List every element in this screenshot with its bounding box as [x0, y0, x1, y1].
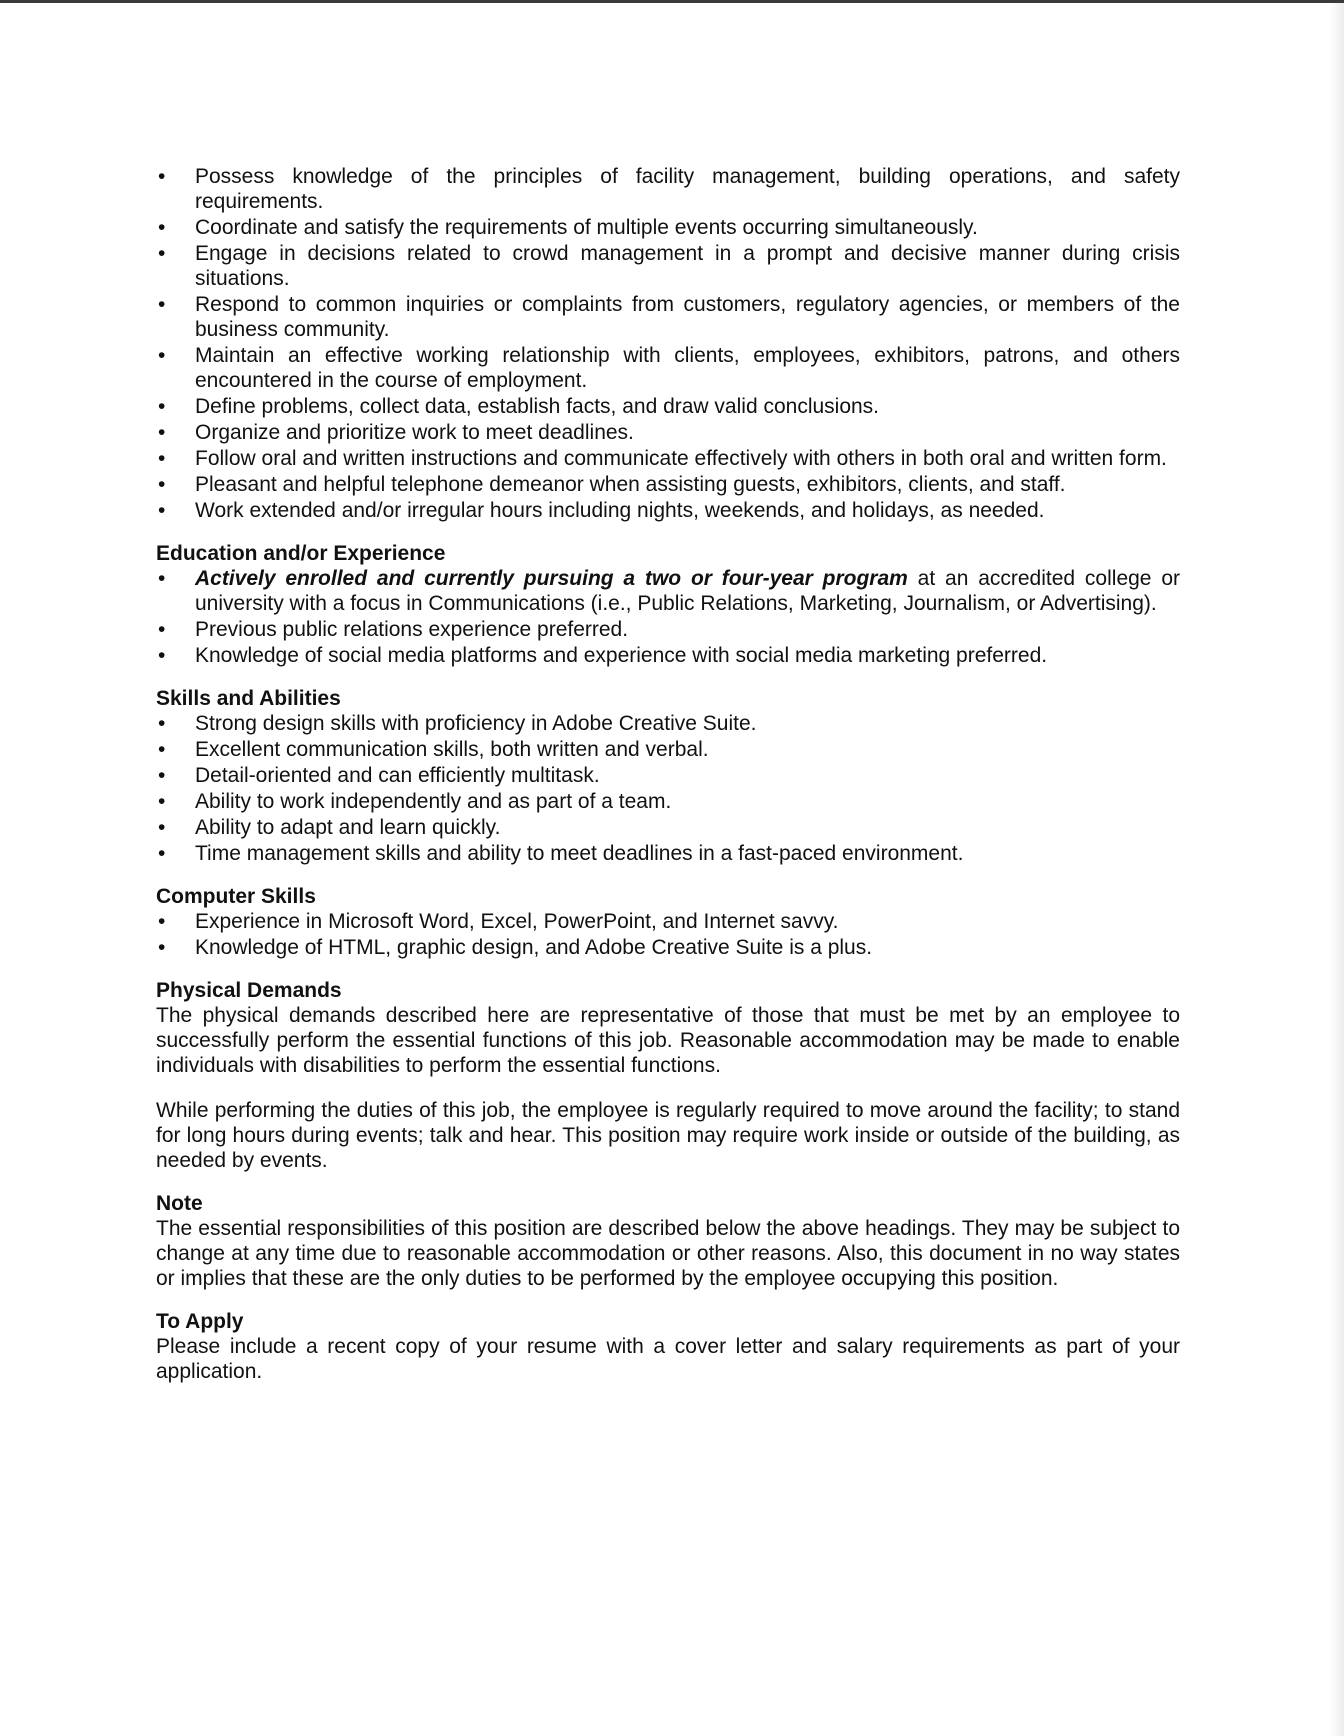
list-item: • Pleasant and helpful telephone demeanor when assisting guests, exhibitors, clients, and staff. [158, 473, 1066, 496]
window-top-border [0, 0, 1344, 3]
list-item: • Knowledge of social media platforms and experience with social media marketing preferred. [158, 644, 1048, 667]
physical-demands-section [156, 978, 1180, 1173]
list-item: • Knowledge of HTML, graphic design, and Adobe Creative Suite is a plus. [158, 936, 873, 959]
bullet-icon: • [158, 473, 166, 496]
list-item: • Time management skills and ability to meet deadlines in a fast-paced environment. [158, 842, 964, 865]
apply-heading: To Apply [156, 1310, 244, 1333]
bullet-icon: • [158, 842, 166, 865]
physical-demands-paragraph: While performing the duties of this job, the employee is regularly required to move around the facility; to stand for long hours during events; talk and hear. This position may require work inside or outside of the building, as needed by events. [156, 1099, 1180, 1172]
bullet-icon: • [158, 216, 166, 239]
bullet-icon: • [158, 499, 166, 522]
list-item: • Ability to work independently and as part of a team. [158, 790, 672, 813]
bullet-icon: • [158, 395, 166, 418]
bullet-icon: • [158, 764, 166, 787]
note-section [156, 1191, 1180, 1291]
list-item: • Coordinate and satisfy the requirements of multiple events occurring simultaneously. [158, 216, 978, 239]
skills-list [156, 711, 1180, 866]
list-item: • Ability to adapt and learn quickly. [158, 816, 501, 839]
note-heading: Note [156, 1192, 203, 1215]
computer-skills-list [156, 909, 1180, 960]
physical-demands-heading: Physical Demands [156, 979, 342, 1002]
bullet-icon: • [158, 644, 166, 667]
bullet-icon: • [158, 165, 166, 188]
list-item: • Engage in decisions related to crowd management in a prompt and decisive manner during crisis situations. [158, 242, 1180, 290]
qualifications-list [156, 164, 1180, 523]
education-section [156, 541, 1180, 668]
bullet-icon: • [158, 618, 166, 641]
bullet-icon: • [158, 738, 166, 761]
skills-heading: Skills and Abilities [156, 687, 341, 710]
bullet-icon: • [158, 447, 166, 470]
enrollment-emphasis: Actively enrolled and currently pursuing a two or four-year program [195, 567, 908, 590]
list-item: • Detail-oriented and can efficiently multitask. [158, 764, 600, 787]
computer-skills-section [156, 884, 1180, 960]
list-item: • Strong design skills with proficiency in Adobe Creative Suite. [158, 712, 757, 735]
apply-paragraph: Please include a recent copy of your resume with a cover letter and salary requirements as part of your application. [156, 1335, 1180, 1383]
bullet-icon: • [158, 816, 166, 839]
computer-skills-heading: Computer Skills [156, 885, 316, 908]
list-item: • Work extended and/or irregular hours including nights, weekends, and holidays, as needed. [158, 499, 1045, 522]
list-item: • Possess knowledge of the principles of facility management, building operations, and safety requirements. [158, 165, 1180, 213]
list-item: • Organize and prioritize work to meet deadlines. [158, 421, 634, 444]
bullet-icon: • [158, 242, 166, 265]
list-item: • Previous public relations experience preferred. [158, 618, 629, 641]
list-item: • Experience in Microsoft Word, Excel, PowerPoint, and Internet savvy. [158, 910, 839, 933]
bullet-icon: • [158, 790, 166, 813]
bullet-icon: • [158, 910, 166, 933]
list-item: • Maintain an effective working relationship with clients, employees, exhibitors, patrons, and others encountered in the course of employment. [158, 344, 1180, 392]
list-item: • Define problems, collect data, establish facts, and draw valid conclusions. [158, 395, 880, 418]
list-item: • Actively enrolled and currently pursuing a two or four-year program at an accredited college or university with a focus in Communications (i.e., Public Relations, Marketing, Journalism, or Advertising). [158, 567, 1180, 615]
skills-section [156, 686, 1180, 866]
bullet-icon: • [158, 712, 166, 735]
note-paragraph: The essential responsibilities of this position are described below the above headings. They may be subject to change at any time due to reasonable accommodation or other reasons. Also, this document in no way states or implies that these are the only duties to be performed by the employee occupying this position. [156, 1217, 1180, 1290]
physical-demands-paragraph: The physical demands described here are representative of those that must be met by an employee to successfully perform the essential functions of this job. Reasonable accommodation may be made to enable individuals with disabilities to perform the essential functions. [156, 1004, 1180, 1077]
list-item: • Respond to common inquiries or complaints from customers, regulatory agencies, or members of the business community. [158, 293, 1180, 341]
education-heading: Education and/or Experience [156, 542, 446, 565]
page-edge-shadow [1330, 3, 1344, 1736]
list-item: • Excellent communication skills, both written and verbal. [158, 738, 709, 761]
list-item: • Follow oral and written instructions and communicate effectively with others in both oral and written form. [158, 447, 1167, 470]
bullet-icon: • [158, 293, 166, 316]
apply-section [156, 1309, 1180, 1384]
bullet-icon: • [158, 567, 166, 590]
education-list [156, 566, 1180, 668]
bullet-icon: • [158, 344, 166, 367]
bullet-icon: • [158, 421, 166, 444]
bullet-icon: • [158, 936, 166, 959]
document-page [156, 164, 1180, 1384]
